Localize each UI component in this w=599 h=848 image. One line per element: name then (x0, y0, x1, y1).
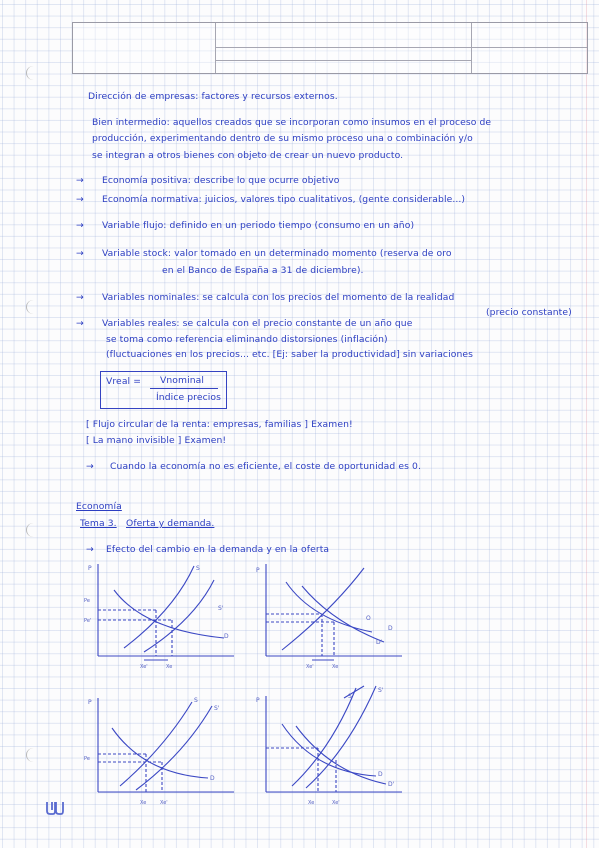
binder-hole (26, 300, 41, 314)
arrow-bullet: → (86, 544, 94, 555)
curve-label: D' (376, 639, 383, 646)
curve-label: S' (214, 705, 220, 712)
note-line: Variable flujo: definido en un periodo tiempo (consumo en un año) (102, 220, 415, 231)
curve-label: D (388, 625, 393, 632)
note-line: (precio constante) (486, 307, 572, 318)
arrow-bullet: → (76, 292, 84, 303)
demand-curve (282, 724, 376, 776)
curve-label: D (224, 633, 229, 640)
note-line: (fluctuaciones en los precios... etc. [Ej: saber la productividad] sin variaciones (106, 349, 474, 360)
quantity-label: Xe (308, 800, 315, 806)
header-divider (215, 60, 471, 61)
note-line: Efecto del cambio en la demanda y en la oferta (106, 544, 330, 555)
quantity-label: Xe' (306, 664, 314, 670)
note-line: [ La mano invisible ] Examen! (86, 435, 227, 446)
page-margin-line (586, 0, 587, 848)
note-line: Economía normativa: juicios, valores tipo cualitativos, (gente considerable...) (102, 194, 466, 205)
quantity-label: Xe (166, 664, 173, 670)
demand-curve-shifted (302, 586, 384, 642)
arrow-bullet: → (76, 248, 84, 259)
formula-denominator: Índice precios (156, 392, 222, 403)
curve-label: D' (388, 781, 395, 788)
axis-label: P (88, 699, 92, 706)
curve-label: S (348, 693, 352, 700)
graph-supply-shift-2 (84, 688, 244, 808)
topic-label: Tema 3. (80, 518, 117, 529)
note-line: Variables nominales: se calcula con los precios del momento de la realidad (102, 292, 455, 303)
price-label: Pe' (84, 618, 92, 624)
binder-hole (26, 523, 41, 537)
header-table (72, 22, 588, 74)
notebook-brand-logo (46, 801, 64, 815)
curve-label: S' (378, 687, 384, 694)
quantity-label: Xe' (160, 800, 168, 806)
note-line: se toma como referencia eliminando distorsiones (inflación) (106, 334, 388, 345)
demand-curve (114, 590, 224, 638)
note-line: se integran a otros bienes con objeto de crear un nuevo producto. (92, 150, 404, 161)
supply-curve (124, 566, 194, 648)
axis-label: P (256, 697, 260, 704)
curve-label: S (196, 565, 200, 572)
supply-curve (282, 568, 364, 650)
curve-label: D (378, 771, 383, 778)
axis-label: P (256, 567, 260, 574)
note-line: Economía positiva: describe lo que ocurre objetivo (102, 175, 340, 186)
arrow-bullet: → (76, 220, 84, 231)
fraction-bar (150, 388, 218, 389)
curve-label: D (210, 775, 215, 782)
quantity-label: Xe (332, 664, 339, 670)
formula-numerator: Vnominal (160, 375, 205, 386)
note-line: Variables reales: se calcula con el precio constante de un año que (102, 318, 413, 329)
arrow-bullet: → (76, 194, 84, 205)
note-line: Variable stock: valor tomado en un determinado momento (reserva de oro (102, 248, 452, 259)
section-heading: Economía (76, 501, 122, 512)
graph-demand-shift (252, 560, 412, 670)
shift-arrow (344, 686, 364, 698)
arrow-bullet: → (86, 461, 94, 472)
header-divider (215, 23, 216, 73)
binder-hole (26, 748, 41, 762)
axis-label: P (88, 565, 92, 572)
graph-both-shift (252, 676, 412, 808)
quantity-label: Xe' (332, 800, 340, 806)
note-line: producción, experimentando dentro de su mismo proceso una o combinación y/o (92, 133, 473, 144)
curve-label: O (366, 615, 371, 622)
header-divider (471, 23, 472, 73)
binder-hole (26, 66, 41, 80)
price-label: Pe (84, 598, 90, 604)
note-line: en el Banco de España a 31 de diciembre). (162, 265, 364, 276)
note-line: [ Flujo circular de la renta: empresas, familias ] Examen! (86, 419, 353, 430)
curve-label: S' (218, 605, 224, 612)
supply-curve-shifted (306, 686, 376, 788)
quantity-label: Xe (140, 800, 147, 806)
quantity-label: Xe' (140, 664, 148, 670)
formula-lhs: Vreal = (106, 376, 142, 387)
arrow-bullet: → (76, 175, 84, 186)
demand-curve (286, 582, 372, 632)
notes-heading: Dirección de empresas: factores y recursos externos. (88, 91, 338, 102)
topic-title: Oferta y demanda. (126, 518, 215, 529)
note-line: Bien intermedio: aquellos creados que se incorporan como insumos en el proceso de (92, 117, 492, 128)
arrow-bullet: → (76, 318, 84, 329)
price-label: Pe (84, 756, 90, 762)
graph-supply-shift (84, 560, 244, 670)
curve-label: S (194, 697, 198, 704)
supply-curve-shifted (144, 580, 214, 652)
note-line: Cuando la economía no es eficiente, el coste de oportunidad es 0. (110, 461, 421, 472)
header-divider (215, 47, 587, 48)
